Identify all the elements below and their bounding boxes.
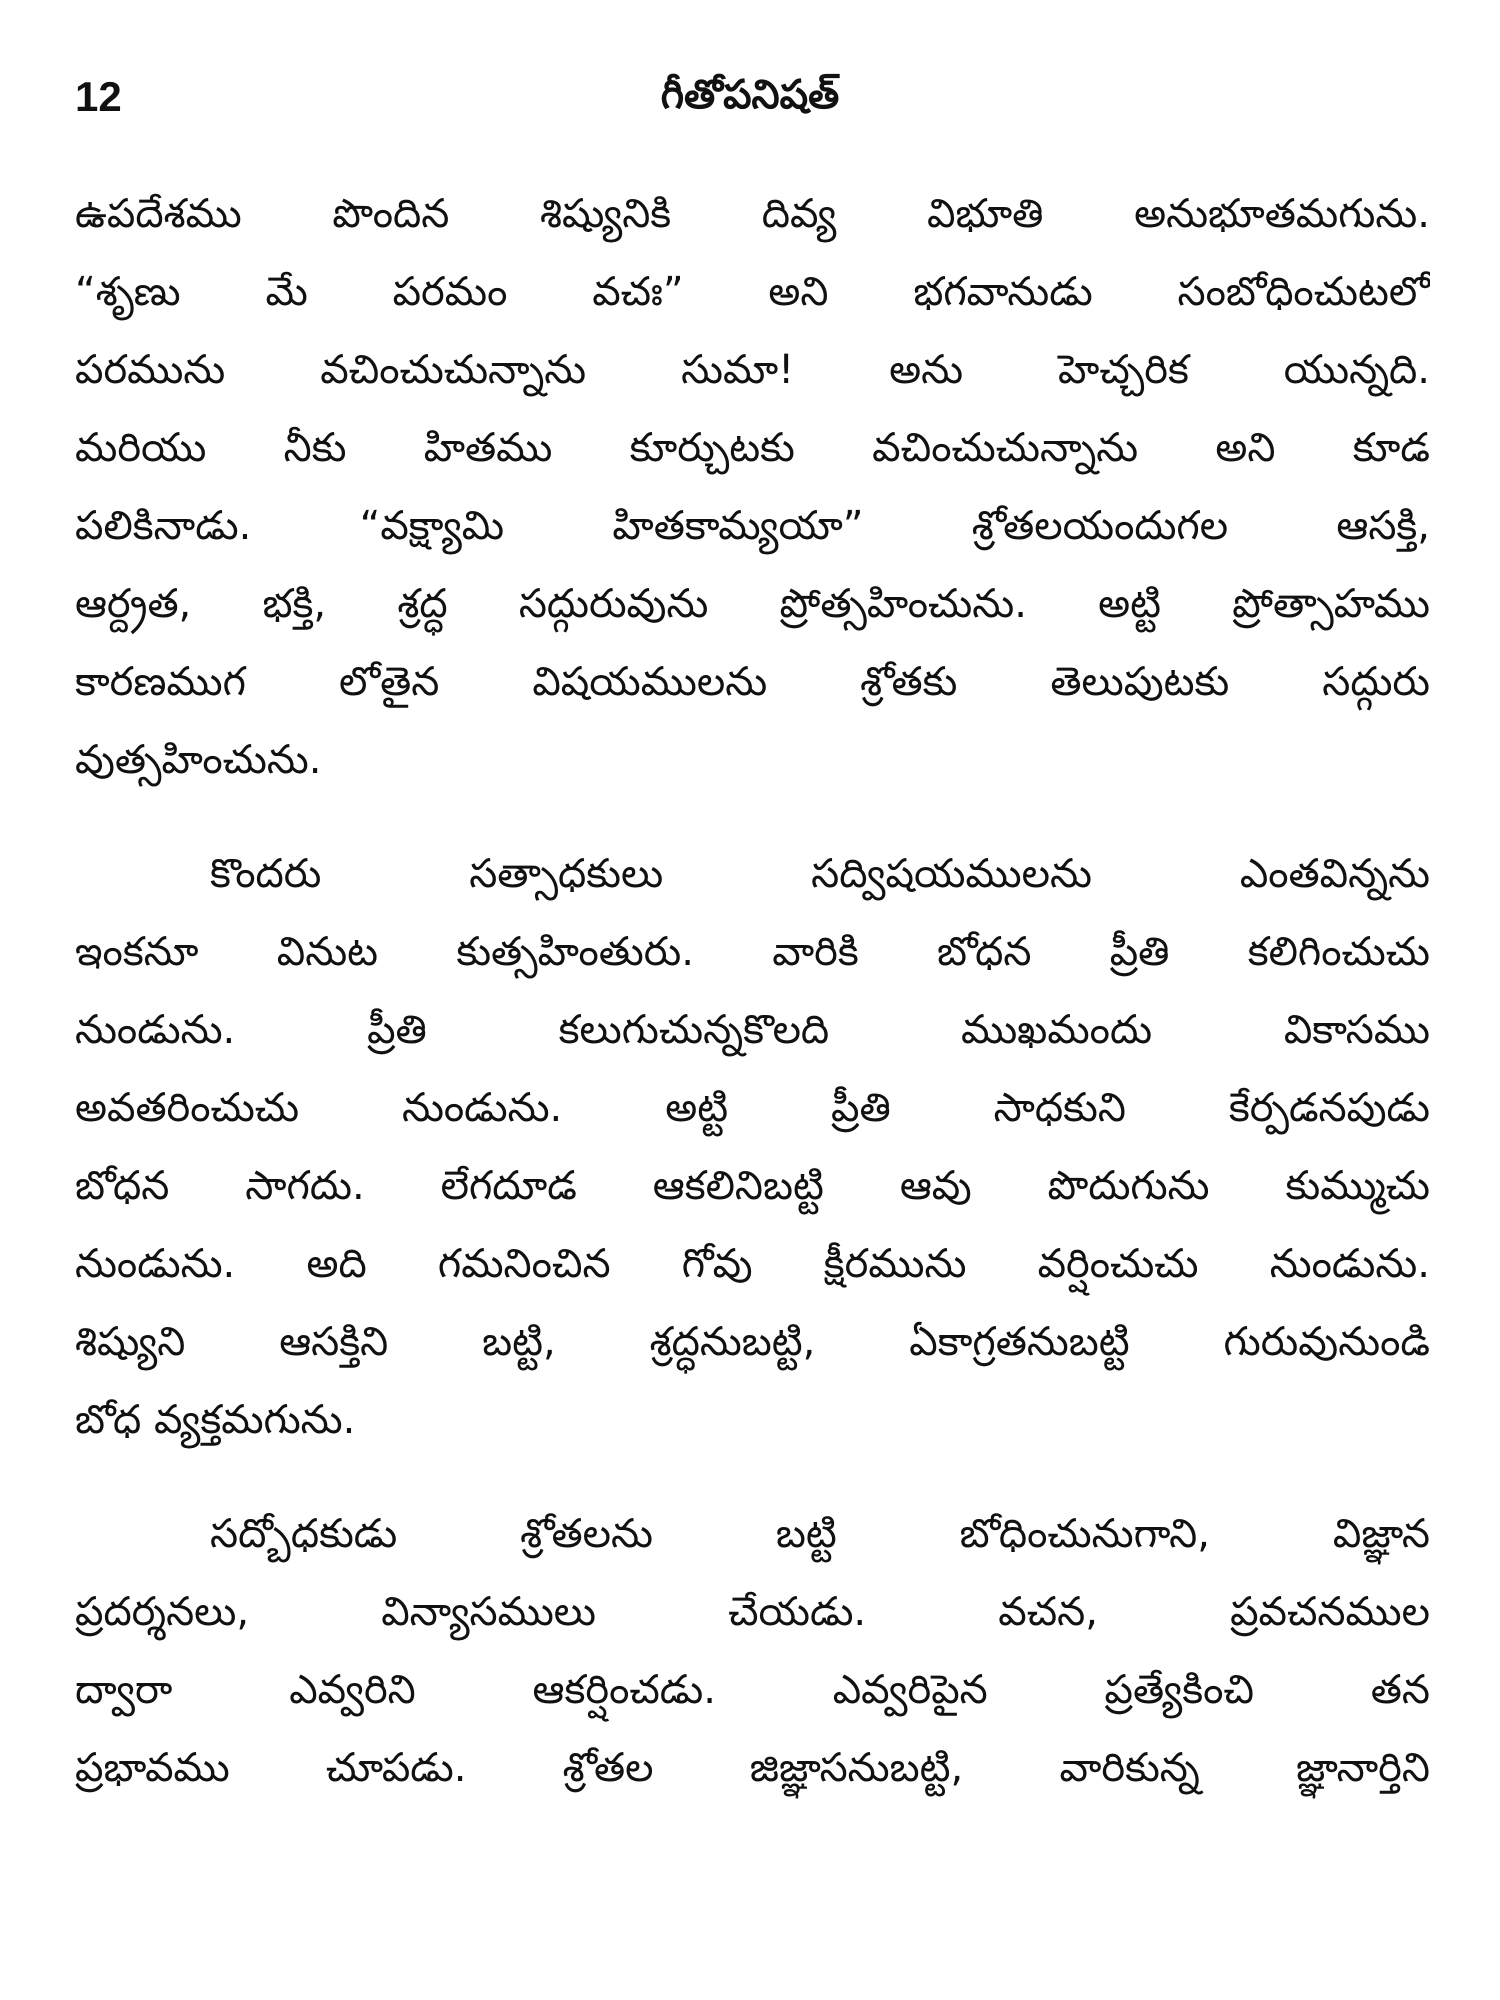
paragraph-2 <box>75 835 1430 1459</box>
text-line: ఉపదేశము పొందిన శిష్యునికి దివ్య విభూతి అనుభూతమగును. <box>75 191 1430 237</box>
text-line: ప్రదర్శనలు, విన్యాసములు చేయడు. వచన, ప్రవచనముల <box>75 1589 1430 1635</box>
text-line: వుత్సహించును. <box>75 737 322 783</box>
text-line: కొందరు సత్సాధకులు సద్విషయములను ఎంతవిన్నను <box>210 851 1430 897</box>
text-line: ఇంకనూ వినుట కుత్సహింతురు. వారికి బోధన ప్రీతి కలిగించుచు <box>75 929 1430 975</box>
text-line: పలికినాడు. “వక్ష్యామి హితకామ్యయా” శ్రోతలయందుగల ఆసక్తి, <box>75 503 1430 549</box>
page-header <box>75 62 1425 132</box>
paragraph-3 <box>75 1495 1430 1807</box>
text-line: బోధన సాగదు. లేగదూడ ఆకలినిబట్టి ఆవు పొదుగును కుమ్ముచు <box>75 1163 1430 1209</box>
text-line: అవతరించుచు నుండును. అట్టి ప్రీతి సాధకుని కేర్పడనపుడు <box>75 1085 1430 1131</box>
paragraph-1 <box>75 175 1430 799</box>
text-line: బోధ వ్యక్తమగును. <box>75 1397 356 1443</box>
text-line: కారణముగ లోతైన విషయములను శ్రోతకు తెలుపుటకు సద్గురు <box>75 659 1430 705</box>
text-line: నుండును. అది గమనించిన గోవు క్షీరమును వర్షించుచు నుండును. <box>75 1241 1430 1287</box>
text-line: ఆర్ద్రత, భక్తి, శ్రద్ధ సద్గురువును ప్రోత్సహించును. అట్టి ప్రోత్సాహము <box>75 581 1430 627</box>
text-line: నుండును. ప్రీతి కలుగుచున్నకొలది ముఖమందు వికాసము <box>75 1007 1430 1053</box>
text-line: ద్వారా ఎవ్వరిని ఆకర్షించడు. ఎవ్వరిపైన ప్రత్యేకించి తన <box>75 1667 1430 1713</box>
text-line: పరమును వచించుచున్నాను సుమా! అను హెచ్చరిక యున్నది. <box>75 347 1430 393</box>
body-text <box>75 175 1430 1843</box>
text-line: “శృణు మే పరమం వచః” అని భగవానుడు సంబోధించుటలో <box>75 269 1430 315</box>
text-line: ప్రభావము చూపడు. శ్రోతల జిజ్ఞాసనుబట్టి, వారికున్న జ్ఞానార్తిని <box>75 1745 1430 1791</box>
text-line: మరియు నీకు హితము కూర్చుటకు వచించుచున్నాను అని కూడ <box>75 425 1430 471</box>
text-line: శిష్యుని ఆసక్తిని బట్టి, శ్రద్ధనుబట్టి, ఏకాగ్రతనుబట్టి గురువునుండి <box>75 1319 1430 1365</box>
page-number: 12 <box>75 73 122 120</box>
text-line: సద్బోధకుడు శ్రోతలను బట్టి బోధించునుగాని, విజ్ఞాన <box>210 1511 1430 1557</box>
running-title: గీతోపనిషత్ <box>660 72 840 118</box>
